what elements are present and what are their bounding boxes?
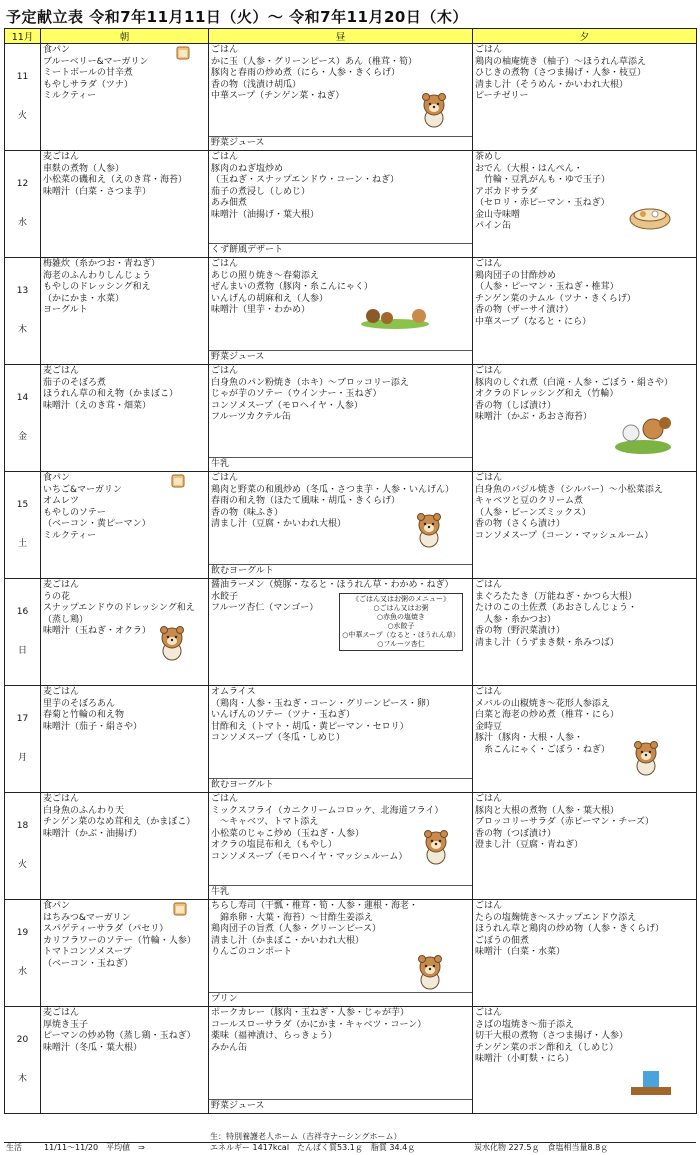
menu-item: ごはん xyxy=(211,366,239,376)
menu-item: 麦ごはん xyxy=(43,366,80,376)
menu-item: フルーツ杏仁（マンゴー） xyxy=(211,603,319,613)
bread-icon xyxy=(176,44,190,65)
menu-item: ミルクティー xyxy=(43,91,97,101)
table-row xyxy=(5,258,697,365)
menu-item: チンゲン菜のポン酢和え（しめじ） xyxy=(475,1042,619,1053)
menu-item: 香の物（さくら漬け） xyxy=(475,519,566,529)
day-cell xyxy=(5,900,41,1007)
menu-item: 白身魚のバジル焼き（シルバー）～小松菜添え xyxy=(475,484,663,495)
menu-item: （人参・ピーマン・玉ねぎ・椎茸） xyxy=(475,282,619,292)
menu-item: 味噌汁（油揚げ・葉大根） xyxy=(211,209,320,220)
breakfast-cell xyxy=(41,258,209,365)
menu-item: オムライス xyxy=(211,687,256,697)
day-number: 18 xyxy=(16,820,29,831)
menu-item: 中華スープ（チンゲン菜・ねぎ） xyxy=(211,91,345,101)
breakfast-cell xyxy=(41,686,209,793)
menu-item: 鶏肉と野菜の和風炒め（冬瓜・さつま芋・人参・いんげん） xyxy=(211,484,455,495)
menu-item: 切干大根の煮物（さつま揚げ・人参） xyxy=(475,1031,629,1041)
menu-item: （ベーコン・玉ねぎ） xyxy=(43,958,134,969)
menu-item: メバルの山椒焼き～花形人参添え xyxy=(475,698,610,709)
breakfast-header: 朝 xyxy=(41,29,209,44)
menu-item: 小松菜のじゃこ炒め（玉ねぎ・人参） xyxy=(211,828,365,839)
dinner-cell xyxy=(473,151,697,258)
alternative-menu-item: ○ごはん又はお粥 xyxy=(373,604,429,612)
alternative-menu-item: ○赤魚の塩焼き xyxy=(376,613,426,621)
menu-item: ブロッコリーサラダ（赤ピーマン・チーズ） xyxy=(475,817,654,827)
menu-item: コンソメスープ（コーン・マッシュルーム） xyxy=(475,530,654,541)
menu-item: ごはん xyxy=(211,259,239,269)
dinner-cell xyxy=(473,365,697,472)
lunch-cell xyxy=(209,151,473,258)
day-cell xyxy=(5,793,41,900)
menu-item: いんげんのソテー（ツナ・玉ねぎ） xyxy=(211,710,355,720)
menu-item: かに玉（人参・グリーンピース）あん（椎茸・筍） xyxy=(211,56,418,67)
menu-item: ぜんまいの煮物（豚肉・糸こんにゃく） xyxy=(211,282,373,292)
dinner-cell xyxy=(473,686,697,793)
day-number: 16 xyxy=(16,606,29,617)
menu-item: 麦ごはん xyxy=(43,687,80,697)
lunch-cell xyxy=(209,686,473,793)
table-row xyxy=(5,151,697,258)
menu-item: いんげんの胡麻和え（人参） xyxy=(211,293,329,304)
menu-item: 豚肉のしぐれ煮（白滝・人参・ごぼう・絹さや） xyxy=(475,377,674,388)
menu-item: 香の物（野沢菜漬け） xyxy=(475,626,566,636)
menu-item: 甘酢和え（トマト・胡瓜・黄ピーマン・セロリ） xyxy=(211,721,409,732)
lunch-extra-item: 飲むヨーグルト xyxy=(209,778,472,792)
menu-item: 茄子の煮浸し（しめじ） xyxy=(211,186,311,197)
dinner-cell xyxy=(473,579,697,686)
menu-item: トマトコンソメスープ xyxy=(43,947,132,957)
menu-item: 厚焼き玉子 xyxy=(43,1019,89,1030)
day-cell xyxy=(5,44,41,151)
day-number: 17 xyxy=(16,713,29,724)
page-title: 予定献立表 令和7年11月11日（火）～ 令和7年11月20日（木） xyxy=(6,8,468,26)
bear-icon xyxy=(631,740,661,781)
bear-icon xyxy=(157,625,187,666)
day-of-week: 土 xyxy=(17,539,27,549)
bear-icon xyxy=(421,829,451,870)
menu-item: コンソメスープ（モロヘイヤ・人参） xyxy=(211,400,363,411)
lunch-extra-item: 牛乳 xyxy=(209,885,472,899)
menu-item: ヨーグルト xyxy=(43,305,88,315)
bread-icon xyxy=(171,472,185,493)
menu-item: 鶏肉の柚庵焼き（柚子）～ほうれん草添え xyxy=(475,56,647,67)
dinner-cell xyxy=(473,900,697,1007)
menu-item: 味噌汁（小町麩・にら） xyxy=(475,1054,575,1064)
breakfast-cell xyxy=(41,44,209,151)
menu-item: （かにかま・水菜） xyxy=(43,293,125,304)
menu-item: 清まし汁（うずまき麩・糸みつば） xyxy=(475,637,619,648)
menu-item: 海老のふんわりしんじょう xyxy=(43,270,152,281)
menu-item: 車麩の煮物（人参） xyxy=(43,163,125,174)
table-header-row xyxy=(5,29,697,44)
day-number: 14 xyxy=(16,392,29,403)
day-cell xyxy=(5,151,41,258)
lunch-cell xyxy=(209,44,473,151)
menu-item: 白身魚のパン粉焼き（ホキ）～ブロッコリー添え xyxy=(211,377,409,388)
menu-item: オクラのドレッシング和え（竹輪） xyxy=(475,389,619,399)
lunch-header: 昼 xyxy=(209,29,473,44)
breakfast-cell xyxy=(41,1007,209,1114)
menu-item: 人参・糸かつお） xyxy=(475,614,557,625)
menu-item: ピーチゼリー xyxy=(475,91,529,101)
menu-item: あじの照り焼き～春菊添え xyxy=(211,270,320,281)
alternative-menu-item: ○フルーツ杏仁 xyxy=(377,640,425,648)
day-of-week: 木 xyxy=(17,1074,27,1084)
menu-item: ピーマンの炒め物（蒸し鶏・玉ねぎ） xyxy=(43,1031,196,1041)
menu-item: じゃが芋のソテー（ウインナー・玉ねぎ） xyxy=(211,389,382,399)
menu-item: 清まし汁（かまぼこ・かいわれ大根） xyxy=(211,935,365,946)
lunch-extra-item: 飲むヨーグルト xyxy=(209,564,472,578)
menu-item: カリフラワーのソテー（竹輪・人参） xyxy=(43,935,196,946)
lunch-cell xyxy=(209,900,473,1007)
carb-summary: 炭水化物 227.5ｇ 食塩相当量8.8ｇ xyxy=(474,1143,609,1152)
alternative-menu-item: ○水餃子 xyxy=(387,622,415,630)
menu-item: ポークカレー（豚肉・玉ねぎ・人参・じゃが芋） xyxy=(211,1008,410,1018)
menu-item: 竹輪・豆乳がんも・ゆで玉子） xyxy=(475,175,611,185)
menu-item: 豚肉のねぎ塩炒め xyxy=(211,163,284,174)
menu-item: 糸こんにゃく・ごぼう・ねぎ） xyxy=(475,744,610,755)
day-of-week: 月 xyxy=(17,753,27,763)
chestnut-basket-icon xyxy=(359,296,431,335)
day-cell xyxy=(5,472,41,579)
menu-item: たけのこの土佐煮（あおさしんじょう・ xyxy=(475,603,638,613)
lunch-cell xyxy=(209,579,473,686)
menu-item: スパゲティーサラダ（パセリ） xyxy=(43,924,169,934)
menu-item: もやしのソテー xyxy=(43,507,106,518)
menu-item: もやしサラダ（ツナ） xyxy=(43,79,133,90)
bear-icon xyxy=(414,512,444,553)
menu-item: パイン缶 xyxy=(475,221,512,231)
menu-item: （蒸し鶏） xyxy=(43,614,89,625)
lunch-extra-item: 牛乳 xyxy=(209,457,472,471)
menu-item: 麦ごはん xyxy=(43,580,80,590)
day-number: 12 xyxy=(16,178,29,189)
menu-item: たらの塩麹焼き～スナップエンドウ添え xyxy=(475,912,637,923)
menu-item: 食パン xyxy=(43,901,71,911)
menu-item: 鶏肉団子の旨煮（人参・グリーンピース） xyxy=(211,924,382,934)
alternative-menu-box xyxy=(339,593,463,651)
average-period: 11/11～11/20 平均値 ⇒ xyxy=(44,1143,145,1152)
menu-item: ごはん xyxy=(475,794,503,804)
lunch-cell xyxy=(209,472,473,579)
menu-item: チンゲン菜のナムル（ツナ・きくらげ） xyxy=(475,293,636,304)
dinner-cell xyxy=(473,258,697,365)
menu-item: 水餃子 xyxy=(211,591,239,602)
energy-summary: エネルギー 1417kcal たんぱく質53.1ｇ 脂質 34.4ｇ xyxy=(210,1143,416,1152)
menu-item: 春雨の和え物（ほたて風味・胡瓜・きくらげ） xyxy=(211,496,401,506)
day-of-week: 日 xyxy=(17,646,27,656)
menu-item: ブルーベリー&マーガリン xyxy=(43,56,149,67)
menu-item: いちご&マーガリン xyxy=(43,484,122,495)
bear-icon xyxy=(415,954,445,995)
menu-item: （ベーコン・黄ピーマン） xyxy=(43,519,151,529)
menu-item: 味噌汁（里芋・わかめ） xyxy=(211,305,311,315)
day-of-week: 金 xyxy=(17,432,27,442)
menu-item: ごはん xyxy=(475,473,503,483)
alternative-menu-item: ○中華スープ（なると・ほうれん草） xyxy=(342,631,460,639)
menu-item: ごはん xyxy=(211,473,239,483)
menu-item: ごはん xyxy=(211,152,239,162)
menu-item: 麦ごはん xyxy=(43,1008,80,1018)
day-of-week: 水 xyxy=(17,218,27,228)
day-number: 13 xyxy=(16,285,29,296)
menu-item: 味噌汁（えのき茸・畑菜） xyxy=(43,400,152,411)
menu-item: 小松菜の磯和え（えのき茸・海苔） xyxy=(43,175,188,185)
menu-item: キャベツと豆のクリーム煮 xyxy=(475,496,584,506)
bear-reading-icon xyxy=(629,1063,673,1102)
day-of-week: 水 xyxy=(17,967,27,977)
lunch-cell xyxy=(209,1007,473,1114)
day-of-week: 火 xyxy=(17,860,27,870)
menu-item: 白菜と海老の炒め煮（椎茸・にら） xyxy=(475,710,620,720)
menu-item: スナップエンドウのドレッシング和え xyxy=(43,603,195,613)
table-row xyxy=(5,365,697,472)
menu-item: 豚肉と大根の煮物（人参・葉大根） xyxy=(475,805,620,816)
menu-item: オクラの塩昆布和え（もやし） xyxy=(211,840,337,850)
menu-item: 梅雑炊（糸かつお・青ねぎ） xyxy=(43,259,161,269)
menu-item: フルーツカクテル缶 xyxy=(211,412,291,422)
menu-item: 食パン xyxy=(43,473,71,483)
menu-item: ミックスフライ（カニクリームコロッケ、北海道フライ） xyxy=(211,805,444,816)
menu-item: ごはん xyxy=(475,687,503,697)
breakfast-cell xyxy=(41,900,209,1007)
squirrel-icon xyxy=(613,409,673,460)
menu-item: 中華スープ（なると・にら） xyxy=(475,316,592,327)
menu-item: アボカドサラダ xyxy=(475,186,538,197)
footer-label: 生活 xyxy=(6,1143,22,1152)
menu-item: チンゲン菜のなめ茸和え（かまぼこ） xyxy=(43,817,196,827)
menu-item: 薬味（福神漬け、らっきょう） xyxy=(211,1031,338,1041)
menu-item: 茄子のそぼろ煮 xyxy=(43,377,107,388)
dinner-cell xyxy=(473,472,697,579)
menu-item: 豚肉と春雨の炒め煮（にら・人参・きくらげ） xyxy=(211,68,401,78)
menu-item: ミルクティー xyxy=(43,530,97,541)
menu-item: ごはん xyxy=(211,794,239,804)
lunch-cell xyxy=(209,258,473,365)
dinner-header: 夕 xyxy=(473,29,697,44)
menu-item: ごはん xyxy=(475,901,503,911)
lunch-extra-item: 野菜ジュース xyxy=(209,136,472,150)
menu-item: 金山寺味噌 xyxy=(475,209,521,220)
menu-item: ミートボールの甘辛煮 xyxy=(43,68,133,78)
bear-icon xyxy=(419,92,449,133)
menu-table xyxy=(4,28,697,1114)
menu-item: 味噌汁（玉ねぎ・オクラ） xyxy=(43,626,151,636)
menu-item: ごはん xyxy=(475,366,503,376)
menu-item: ごはん xyxy=(475,580,503,590)
menu-item: 味噌汁（白菜・水菜） xyxy=(475,947,566,957)
breakfast-cell xyxy=(41,579,209,686)
day-cell xyxy=(5,1007,41,1114)
menu-item: 鶏肉団子の甘酢炒め xyxy=(475,270,557,281)
facility-line: 生：特別養護老人ホーム（吉祥寺ナーシングホーム） xyxy=(210,1132,402,1141)
menu-item: 味噌汁（冬瓜・葉大根） xyxy=(43,1042,143,1053)
lunch-cell xyxy=(209,365,473,472)
menu-item: ～キャベツ、トマト添え xyxy=(211,817,319,827)
lunch-extra-item: 野菜ジュース xyxy=(209,350,472,364)
day-number: 15 xyxy=(16,499,29,510)
menu-item: 麦ごはん xyxy=(43,152,80,162)
alternative-menu-item: 《ごはん又はお粥のメニュー》 xyxy=(352,595,450,603)
menu-item: もやしのドレッシング和え xyxy=(43,282,151,292)
menu-item: コンソメスープ（冬瓜・しめじ） xyxy=(211,733,345,743)
menu-item: 澄まし汁（豆腐・青ねぎ） xyxy=(475,840,584,850)
menu-item: 里芋のそぼろあん xyxy=(43,698,116,709)
menu-item: ごはん xyxy=(475,45,503,55)
lunch-extra-item: プリン xyxy=(209,992,472,1006)
table-row xyxy=(5,579,697,686)
menu-item: ごはん xyxy=(211,45,239,55)
bread-icon xyxy=(173,900,187,921)
menu-item: 香の物（ザーサイ漬け） xyxy=(475,305,574,315)
menu-item: （セロリ・赤ピーマン・玉ねぎ） xyxy=(475,198,610,208)
menu-item: うの花 xyxy=(43,591,71,602)
menu-item: 香の物（つぼ漬け） xyxy=(475,828,557,839)
lunch-extra-item: くず餅風デザート xyxy=(209,243,472,257)
oden-pot-icon xyxy=(628,199,672,238)
breakfast-cell xyxy=(41,793,209,900)
breakfast-cell xyxy=(41,151,209,258)
menu-item: ちらし寿司（干瓢・椎茸・筍・人参・蓮根・海老・ xyxy=(211,901,419,911)
menu-item: 香の物（味ふき） xyxy=(211,507,284,518)
breakfast-cell xyxy=(41,365,209,472)
menu-item: 香の物（しば漬け） xyxy=(475,400,557,411)
menu-item: （玉ねぎ・スナップエンドウ・コーン・ねぎ） xyxy=(211,175,400,185)
table-row xyxy=(5,44,697,151)
menu-item: 味噌汁（白菜・さつま芋） xyxy=(43,186,152,197)
day-of-week: 火 xyxy=(17,111,27,121)
day-of-week: 木 xyxy=(17,325,27,335)
day-number: 11 xyxy=(16,71,29,82)
menu-item: ひじきの煮物（さつま揚げ・人参・枝豆） xyxy=(475,68,647,78)
menu-item: 清まし汁（そうめん・かいわれ大根） xyxy=(475,79,629,90)
dinner-cell xyxy=(473,44,697,151)
menu-item: さばの塩焼き～茄子添え xyxy=(475,1019,575,1030)
menu-item: （人参・ビーンズミックス） xyxy=(475,507,591,518)
breakfast-cell xyxy=(41,472,209,579)
menu-item: 香の物（浅漬け胡瓜） xyxy=(211,79,302,90)
menu-item: ほうれん草と鶏肉の炒め物（人参・きくらげ） xyxy=(475,924,665,934)
day-cell xyxy=(5,579,41,686)
menu-item: 味噌汁（茄子・絹さや） xyxy=(43,721,143,732)
menu-item: 食パン xyxy=(43,45,71,55)
nutrition-line xyxy=(4,1142,696,1154)
day-number: 20 xyxy=(16,1034,29,1045)
menu-item: まぐろたたき（万能ねぎ・かつら大根） xyxy=(475,591,638,602)
table-row xyxy=(5,793,697,900)
day-cell xyxy=(5,686,41,793)
day-number: 19 xyxy=(16,927,29,938)
menu-item: みかん缶 xyxy=(211,1042,248,1053)
lunch-cell xyxy=(209,793,473,900)
menu-item: 春菊と竹輪の和え物 xyxy=(43,710,125,720)
menu-item: あみ佃煮 xyxy=(211,198,248,208)
menu-item: りんごのコンポート xyxy=(211,947,293,957)
menu-item: 麦ごはん xyxy=(43,794,80,804)
day-cell xyxy=(5,365,41,472)
lunch-extra-item: 野菜ジュース xyxy=(209,1099,472,1113)
menu-item: 豚汁（豚肉・大根・人参・ xyxy=(475,733,584,743)
day-cell xyxy=(5,258,41,365)
table-row xyxy=(5,900,697,1007)
menu-item: （鶏肉・人参・玉ねぎ・コーン・グリーンピース・卵） xyxy=(211,698,435,709)
menu-item: 金時豆 xyxy=(475,721,503,732)
table-row xyxy=(5,686,697,793)
menu-item: ごぼうの佃煮 xyxy=(475,935,530,946)
dinner-cell xyxy=(473,793,697,900)
menu-item: ごはん xyxy=(475,1008,503,1018)
menu-item: 清まし汁（豆腐・かいわれ大根） xyxy=(211,519,347,529)
table-row xyxy=(5,1007,697,1114)
menu-item: コンソメスープ（モロヘイヤ・マッシュルーム） xyxy=(211,851,408,862)
menu-item: はちみつ&マーガリン xyxy=(43,912,131,923)
menu-item: 味噌汁（かぶ・あおさ海苔） xyxy=(475,412,593,422)
menu-item: 醤油ラーメン（焼豚・なると・ほうれん草・わかめ・ねぎ） xyxy=(211,580,454,590)
menu-item: ごはん xyxy=(475,259,503,269)
menu-item: 茶めし xyxy=(475,152,503,162)
table-row xyxy=(5,472,697,579)
menu-item: おでん（大根・はんぺん・ xyxy=(475,163,583,174)
menu-item: 白身魚のふんわり天 xyxy=(43,805,125,816)
menu-item: オムレツ xyxy=(43,496,80,506)
menu-item: 味噌汁（かぶ・油揚げ） xyxy=(43,828,143,839)
menu-item: 錦糸卵・大葉・海苔）～甘酢生姜添え xyxy=(211,912,374,923)
menu-item: ほうれん草の和え物（かまぼこ） xyxy=(43,389,179,399)
month-header: 11月 xyxy=(5,29,41,44)
dinner-cell xyxy=(473,1007,697,1114)
menu-item: コールスローサラダ（かにかま・キャベツ・コーン） xyxy=(211,1019,427,1030)
